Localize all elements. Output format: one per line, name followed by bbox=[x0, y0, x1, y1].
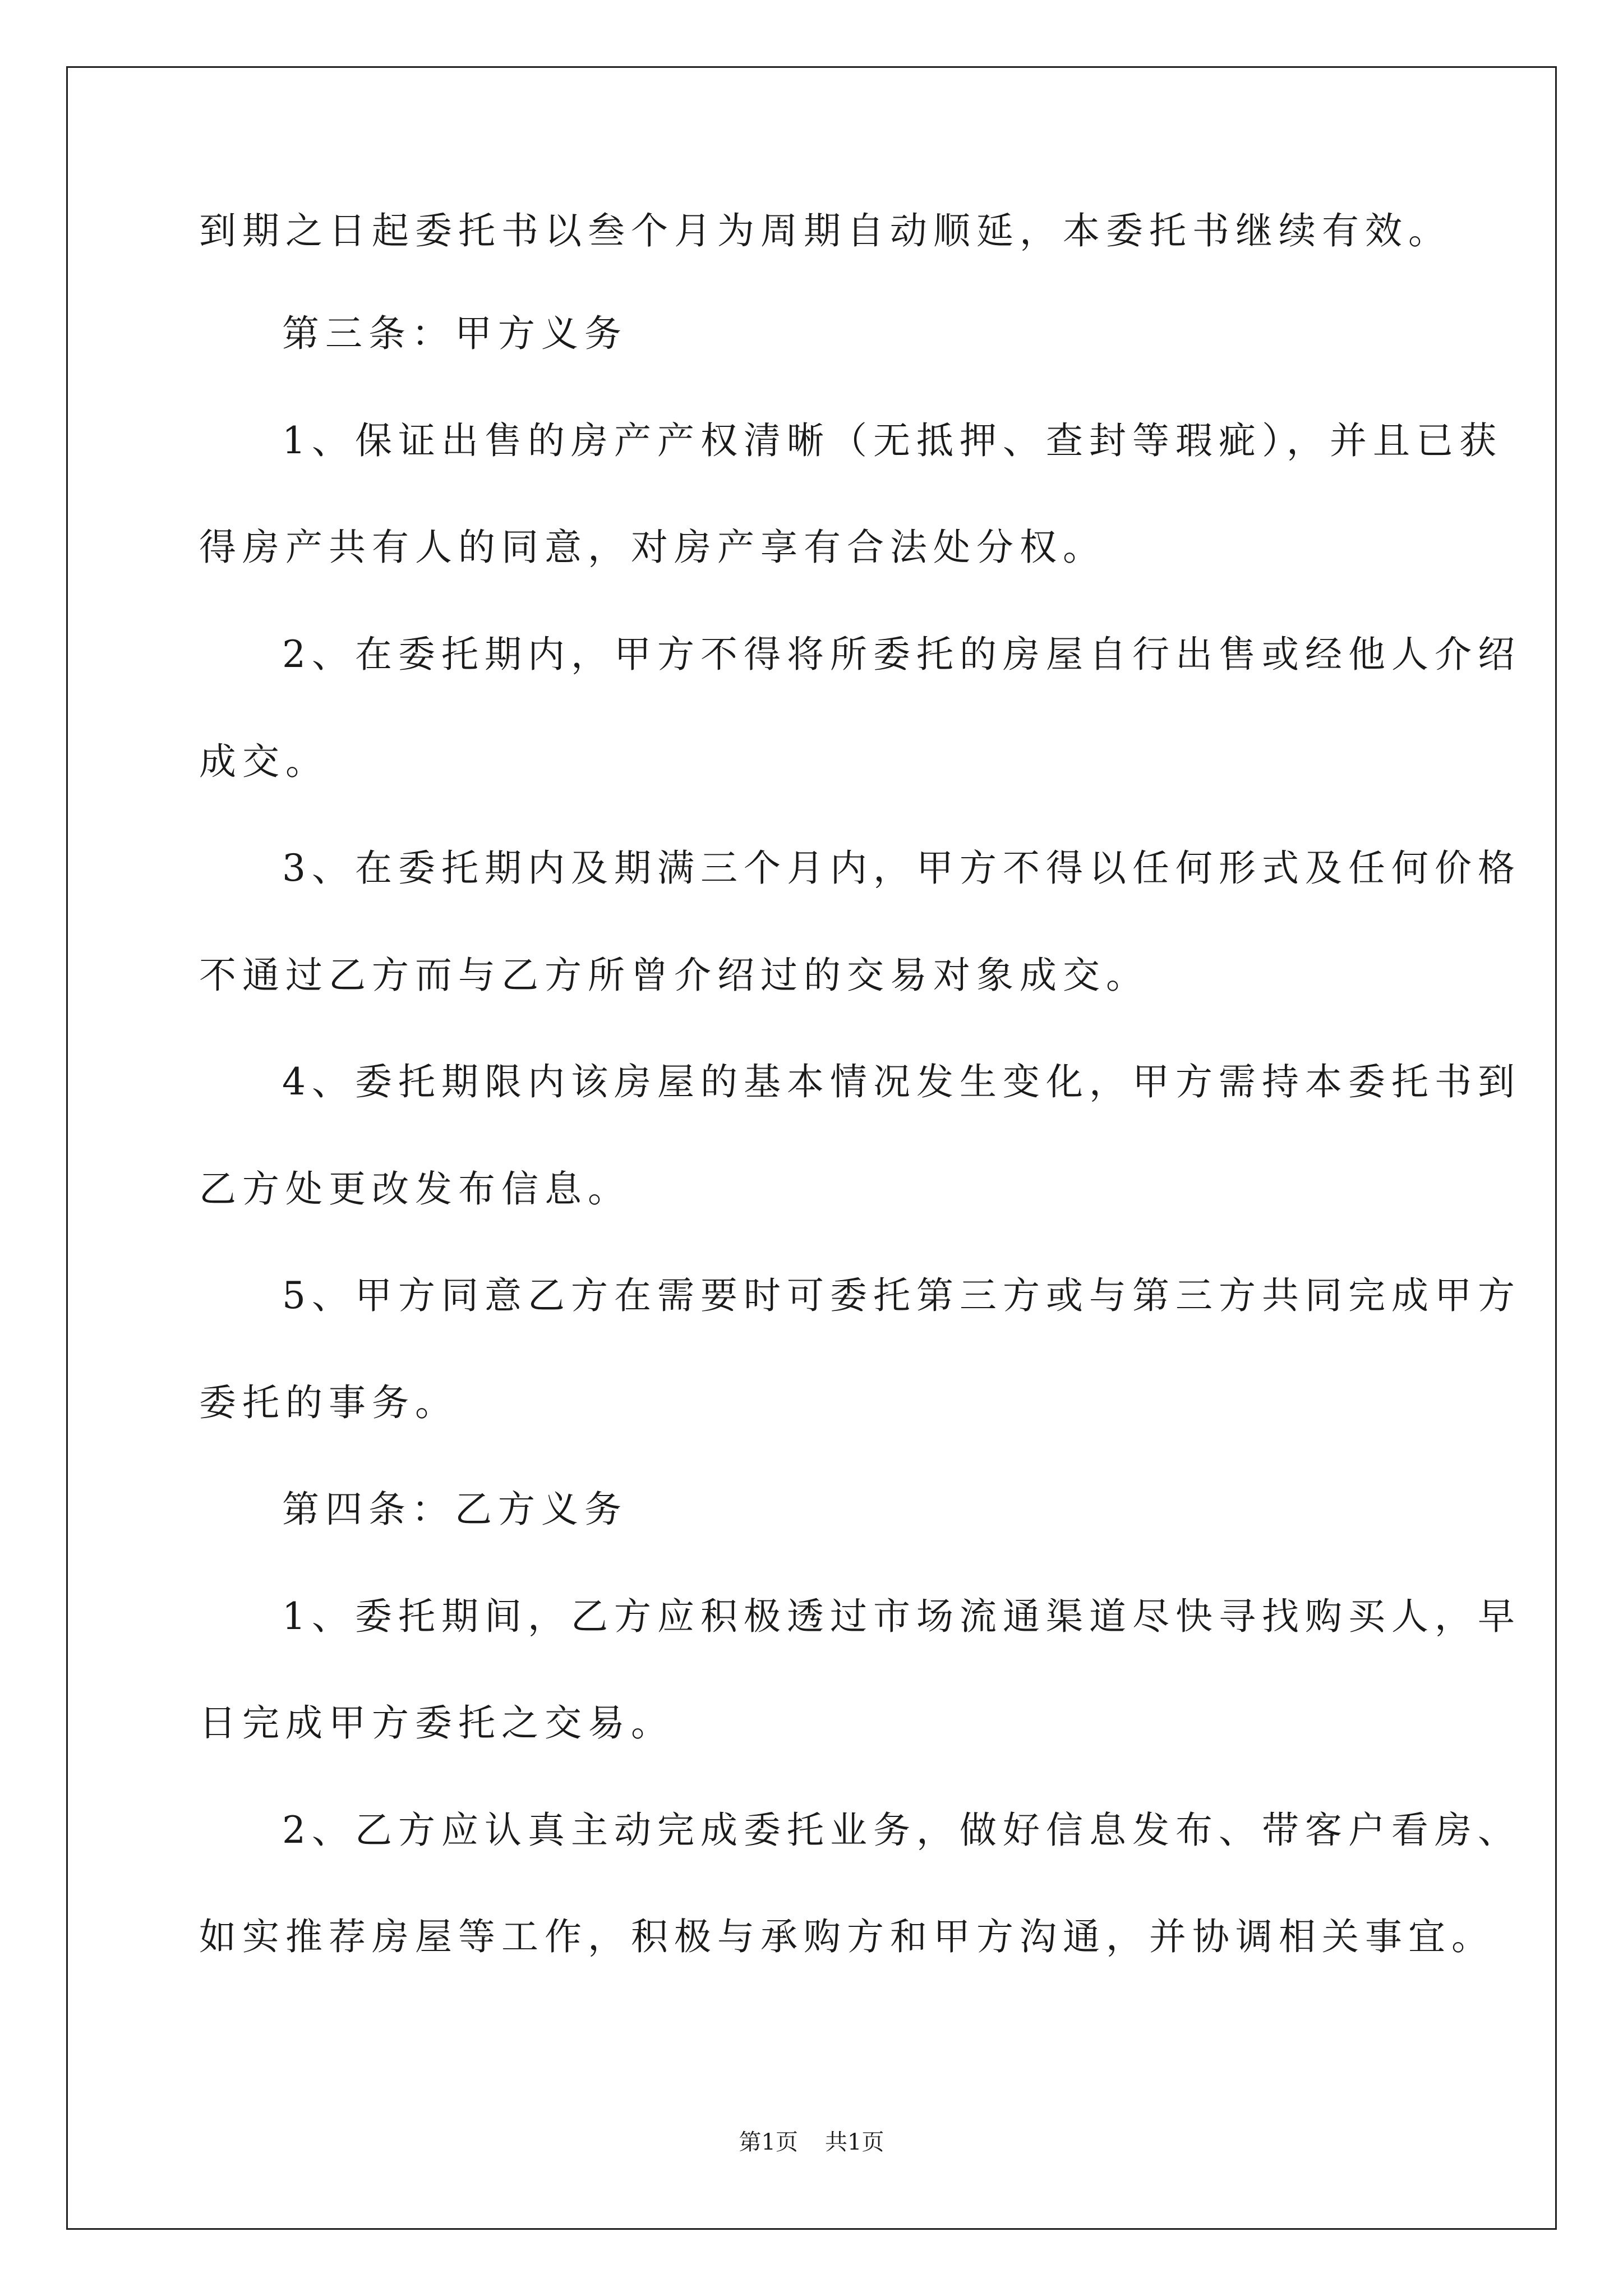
paragraph-line: 到期之日起委托书以叁个月为周期自动顺延，本委托书继续有效。 bbox=[199, 209, 1451, 252]
page-border bbox=[66, 66, 1557, 2230]
section-heading: 第三条：甲方义务 bbox=[282, 312, 628, 355]
paragraph-line: 如实推荐房屋等工作，积极与承购方和甲方沟通，并协调相关事宜。 bbox=[199, 1915, 1495, 1958]
paragraph-line: 成交。 bbox=[199, 740, 329, 783]
paragraph-line: 5、甲方同意乙方在需要时可委托第三方或与第三方共同完成甲方 bbox=[282, 1274, 1521, 1317]
paragraph-line: 4、委托期限内该房屋的基本情况发生变化，甲方需持本委托书到 bbox=[282, 1060, 1521, 1103]
paragraph-line: 3、在委托期内及期满三个月内，甲方不得以任何形式及任何价格 bbox=[282, 846, 1521, 890]
paragraph-line: 1、保证出售的房产产权清晰（无抵押、查封等瑕疵），并且已获 bbox=[282, 419, 1502, 462]
paragraph-line: 得房产共有人的同意，对房产享有合法处分权。 bbox=[199, 526, 1106, 569]
paragraph-line: 不通过乙方而与乙方所曾介绍过的交易对象成交。 bbox=[199, 954, 1149, 997]
page-number-total: 共1页 bbox=[825, 2129, 884, 2155]
page-footer bbox=[0, 2129, 1623, 2156]
paragraph-line: 1、委托期间，乙方应积极透过市场流通渠道尽快寻找购买人，早 bbox=[282, 1595, 1521, 1638]
paragraph-line: 委托的事务。 bbox=[199, 1381, 458, 1424]
paragraph-line: 2、乙方应认真主动完成委托业务，做好信息发布、带客户看房、 bbox=[282, 1809, 1521, 1852]
section-heading: 第四条：乙方义务 bbox=[282, 1488, 628, 1531]
paragraph-line: 日完成甲方委托之交易。 bbox=[199, 1701, 674, 1745]
paragraph-line: 乙方处更改发布信息。 bbox=[199, 1167, 631, 1211]
page-number-current: 第1页 bbox=[739, 2129, 798, 2155]
paragraph-line: 2、在委托期内，甲方不得将所委托的房屋自行出售或经他人介绍 bbox=[282, 633, 1521, 676]
